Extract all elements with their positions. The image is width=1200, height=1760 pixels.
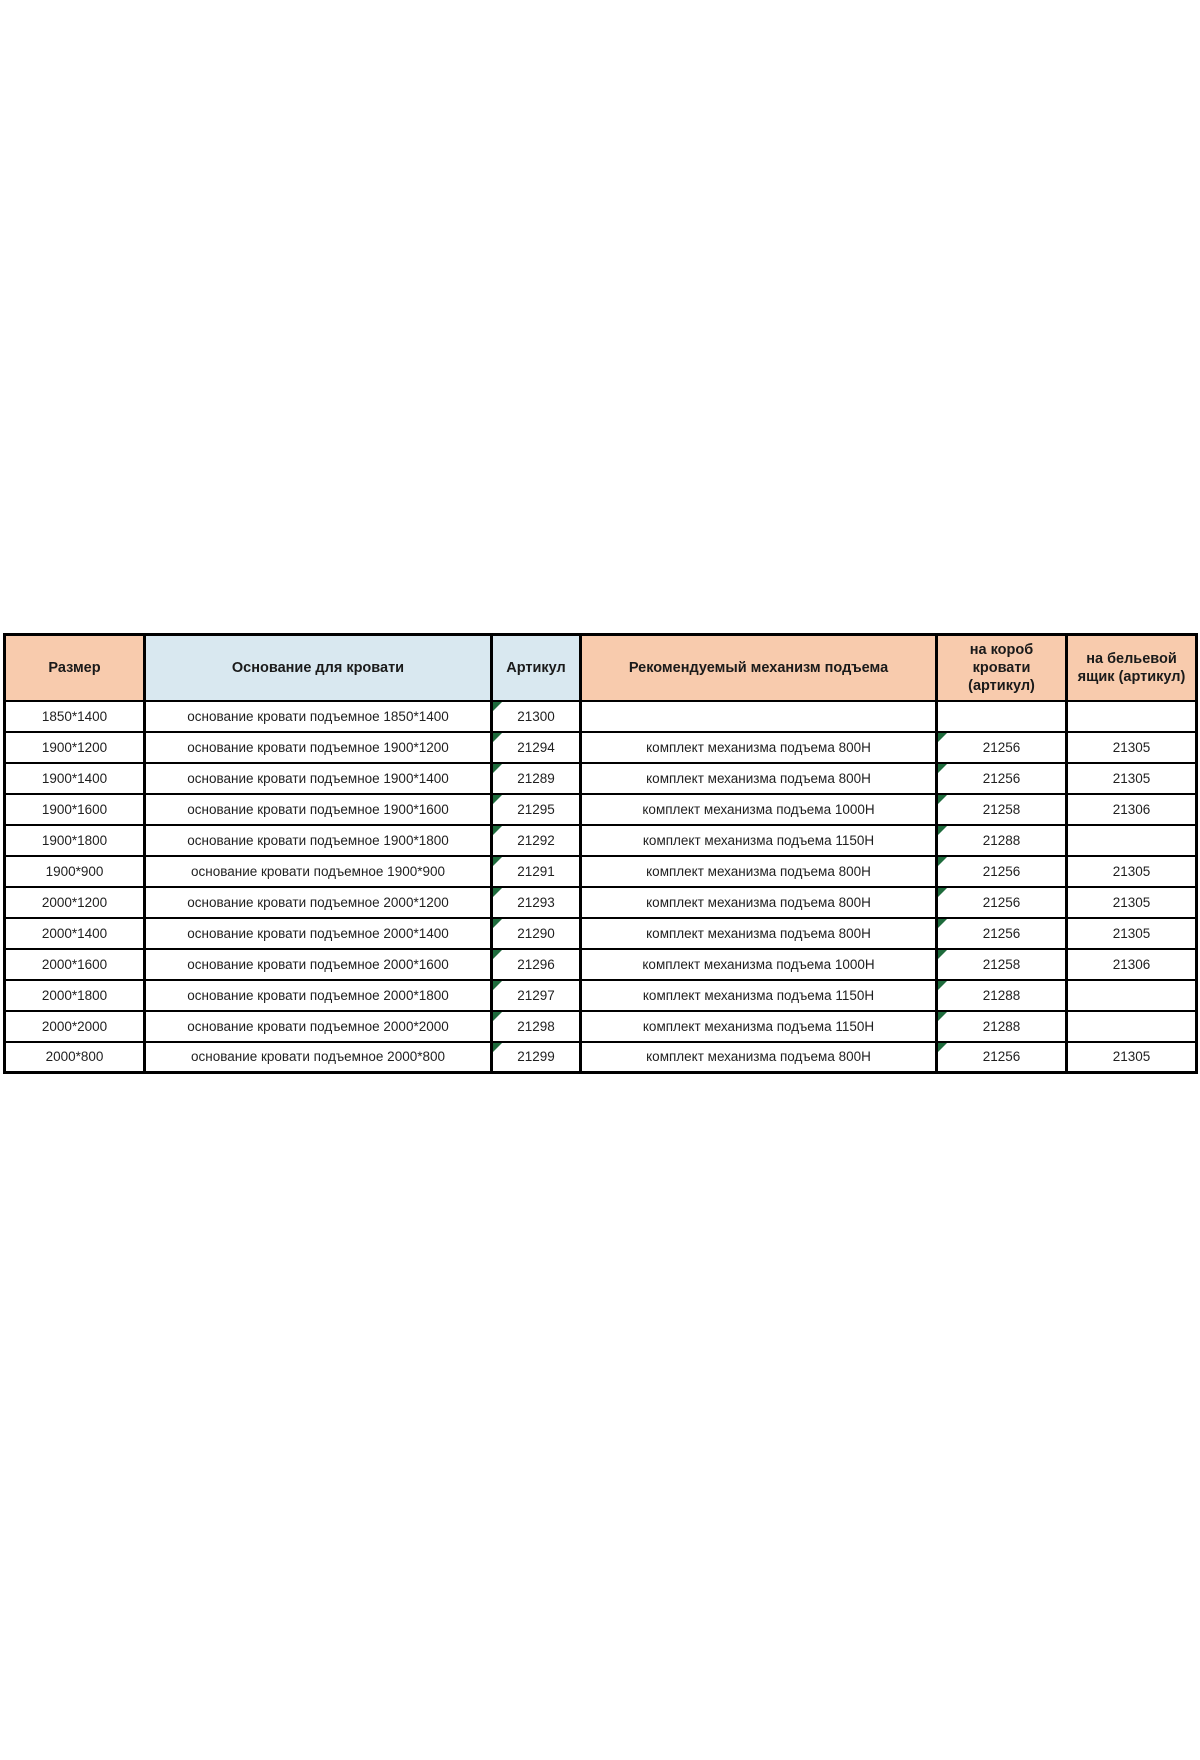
- column-header-article: Артикул: [492, 635, 581, 701]
- cell-text: 21305: [1112, 894, 1151, 910]
- cell-article: [492, 887, 581, 918]
- cell-base: [145, 825, 492, 856]
- cell-text: основание кровати подъемное 2000*1600: [187, 956, 449, 972]
- cell-article: [492, 918, 581, 949]
- cell-size: [5, 701, 145, 732]
- cell-article: [492, 949, 581, 980]
- cell-article: [492, 825, 581, 856]
- cell-base: [145, 887, 492, 918]
- cell-text: 21256: [982, 894, 1021, 910]
- cell-text: основание кровати подъемное 1900*900: [191, 863, 445, 879]
- cell-text: 21256: [982, 863, 1021, 879]
- cell-box-article: [937, 949, 1067, 980]
- cell-text: комплект механизма подъема 1150Н: [642, 832, 875, 848]
- cell-text: комплект механизма подъема 1000Н: [642, 801, 875, 817]
- cell-box-article: [937, 1011, 1067, 1042]
- cell-article: [492, 701, 581, 732]
- cell-mechanism: [581, 825, 937, 856]
- table-row: [5, 732, 1197, 763]
- cell-text: 21290: [517, 925, 555, 941]
- cell-base: [145, 1042, 492, 1073]
- cell-mechanism: [581, 887, 937, 918]
- cell-corner-indicator-icon: [938, 981, 947, 990]
- cell-text: 21288: [982, 1018, 1021, 1034]
- column-header-drawer-article: на бельевой ящик (артикул): [1067, 635, 1197, 701]
- cell-text: основание кровати подъемное 1900*1800: [187, 832, 449, 848]
- cell-article: [492, 794, 581, 825]
- cell-text: 21258: [982, 801, 1021, 817]
- cell-text: 1850*1400: [41, 708, 108, 724]
- cell-box-article: [937, 732, 1067, 763]
- cell-size: [5, 980, 145, 1011]
- cell-corner-indicator-icon: [493, 1012, 502, 1021]
- cell-text: основание кровати подъемное 1900*1400: [187, 770, 449, 786]
- cell-text: 2000*2000: [41, 1018, 108, 1034]
- cell-drawer-article: [1067, 794, 1197, 825]
- cell-text: основание кровати подъемное 2000*1800: [187, 987, 449, 1003]
- cell-corner-indicator-icon: [493, 981, 502, 990]
- cell-box-article: [937, 918, 1067, 949]
- cell-text: основание кровати подъемное 2000*800: [191, 1049, 445, 1065]
- cell-mechanism: [581, 918, 937, 949]
- cell-base: [145, 732, 492, 763]
- cell-size: [5, 1011, 145, 1042]
- cell-text: 21305: [1112, 1049, 1151, 1065]
- cell-article: [492, 732, 581, 763]
- cell-base: [145, 856, 492, 887]
- cell-text: 21256: [982, 739, 1021, 755]
- cell-text: 21256: [982, 1049, 1021, 1065]
- cell-text: 1900*1800: [41, 832, 108, 848]
- cell-text: 21295: [517, 801, 555, 817]
- cell-text: основание кровати подъемное 1850*1400: [187, 708, 449, 724]
- cell-text: комплект механизма подъема 800Н: [646, 1049, 871, 1065]
- cell-corner-indicator-icon: [493, 1043, 502, 1052]
- cell-corner-indicator-icon: [493, 919, 502, 928]
- cell-text: комплект механизма подъема 1150Н: [642, 987, 875, 1003]
- table-row: [5, 763, 1197, 794]
- cell-text: 21258: [982, 956, 1021, 972]
- cell-size: [5, 794, 145, 825]
- cell-size: [5, 918, 145, 949]
- cell-corner-indicator-icon: [938, 857, 947, 866]
- cell-article: [492, 1011, 581, 1042]
- product-table-container: [3, 633, 1197, 1074]
- cell-text: комплект механизма подъема 800Н: [646, 925, 871, 941]
- cell-corner-indicator-icon: [938, 1012, 947, 1021]
- cell-text: основание кровати подъемное 2000*2000: [187, 1018, 449, 1034]
- cell-drawer-article: [1067, 825, 1197, 856]
- cell-mechanism: [581, 794, 937, 825]
- cell-article: [492, 763, 581, 794]
- cell-text: 1900*1600: [41, 801, 108, 817]
- cell-text: 21292: [517, 832, 555, 848]
- cell-corner-indicator-icon: [493, 888, 502, 897]
- cell-text: 21306: [1112, 801, 1151, 817]
- cell-box-article: [937, 887, 1067, 918]
- table-row: [5, 794, 1197, 825]
- cell-corner-indicator-icon: [938, 733, 947, 742]
- table-header: [5, 635, 1197, 701]
- cell-corner-indicator-icon: [938, 950, 947, 959]
- cell-base: [145, 949, 492, 980]
- cell-corner-indicator-icon: [938, 1043, 947, 1052]
- cell-corner-indicator-icon: [493, 826, 502, 835]
- cell-mechanism: [581, 701, 937, 732]
- cell-text: 21294: [517, 739, 555, 755]
- bed-base-table: [3, 633, 1198, 1074]
- column-header-base: Основание для кровати: [145, 635, 492, 701]
- cell-size: [5, 763, 145, 794]
- cell-corner-indicator-icon: [938, 764, 947, 773]
- cell-text: 21305: [1112, 925, 1151, 941]
- cell-text: 21305: [1112, 739, 1151, 755]
- cell-corner-indicator-icon: [938, 888, 947, 897]
- cell-drawer-article: [1067, 980, 1197, 1011]
- cell-drawer-article: [1067, 701, 1197, 732]
- cell-corner-indicator-icon: [938, 826, 947, 835]
- cell-text: 21297: [517, 987, 555, 1003]
- table-row: [5, 918, 1197, 949]
- cell-text: 21306: [1112, 956, 1151, 972]
- cell-article: [492, 980, 581, 1011]
- cell-box-article: [937, 763, 1067, 794]
- cell-drawer-article: [1067, 1011, 1197, 1042]
- cell-text: 21298: [517, 1018, 555, 1034]
- cell-text: 21256: [982, 770, 1021, 786]
- cell-text: 2000*1800: [41, 987, 108, 1003]
- cell-drawer-article: [1067, 887, 1197, 918]
- cell-text: основание кровати подъемное 1900*1600: [187, 801, 449, 817]
- cell-text: 21288: [982, 987, 1021, 1003]
- cell-text: 21288: [982, 832, 1021, 848]
- cell-text: основание кровати подъемное 1900*1200: [187, 739, 449, 755]
- cell-size: [5, 732, 145, 763]
- cell-text: комплект механизма подъема 800Н: [646, 739, 871, 755]
- cell-drawer-article: [1067, 1042, 1197, 1073]
- cell-corner-indicator-icon: [493, 764, 502, 773]
- cell-box-article: [937, 825, 1067, 856]
- cell-text: 2000*1200: [41, 894, 108, 910]
- table-body: [5, 701, 1197, 1073]
- cell-text: 2000*800: [45, 1049, 104, 1065]
- table-row: [5, 701, 1197, 732]
- cell-base: [145, 1011, 492, 1042]
- cell-text: комплект механизма подъема 800Н: [646, 863, 871, 879]
- cell-text: 1900*900: [45, 863, 104, 879]
- cell-corner-indicator-icon: [493, 950, 502, 959]
- cell-mechanism: [581, 763, 937, 794]
- cell-size: [5, 1042, 145, 1073]
- cell-corner-indicator-icon: [493, 795, 502, 804]
- cell-drawer-article: [1067, 918, 1197, 949]
- cell-drawer-article: [1067, 856, 1197, 887]
- cell-base: [145, 794, 492, 825]
- table-row: [5, 825, 1197, 856]
- cell-mechanism: [581, 980, 937, 1011]
- table-row: [5, 1042, 1197, 1073]
- cell-text: основание кровати подъемное 2000*1400: [187, 925, 449, 941]
- cell-corner-indicator-icon: [493, 702, 502, 711]
- column-header-mechanism: Рекомендуемый механизм подъема: [581, 635, 937, 701]
- cell-mechanism: [581, 732, 937, 763]
- table-row: [5, 1011, 1197, 1042]
- cell-size: [5, 856, 145, 887]
- cell-text: 21289: [517, 770, 555, 786]
- cell-text: 21293: [517, 894, 555, 910]
- cell-text: 21299: [517, 1049, 555, 1065]
- cell-text: 1900*1400: [41, 770, 108, 786]
- cell-size: [5, 887, 145, 918]
- cell-drawer-article: [1067, 949, 1197, 980]
- cell-text: комплект механизма подъема 1150Н: [642, 1018, 875, 1034]
- cell-text: 21256: [982, 925, 1021, 941]
- cell-text: 2000*1600: [41, 956, 108, 972]
- cell-box-article: [937, 701, 1067, 732]
- table-row: [5, 856, 1197, 887]
- cell-drawer-article: [1067, 763, 1197, 794]
- cell-text: основание кровати подъемное 2000*1200: [187, 894, 449, 910]
- cell-box-article: [937, 980, 1067, 1011]
- cell-text: комплект механизма подъема 800Н: [646, 894, 871, 910]
- cell-text: 21305: [1112, 770, 1151, 786]
- cell-text: комплект механизма подъема 800Н: [646, 770, 871, 786]
- column-header-size: Размер: [5, 635, 145, 701]
- cell-mechanism: [581, 856, 937, 887]
- cell-corner-indicator-icon: [493, 733, 502, 742]
- cell-drawer-article: [1067, 732, 1197, 763]
- cell-base: [145, 701, 492, 732]
- cell-base: [145, 980, 492, 1011]
- cell-mechanism: [581, 1011, 937, 1042]
- table-row: [5, 887, 1197, 918]
- header-row: [5, 635, 1197, 701]
- cell-text: 21305: [1112, 863, 1151, 879]
- cell-corner-indicator-icon: [493, 857, 502, 866]
- cell-text: 21291: [517, 863, 555, 879]
- cell-size: [5, 825, 145, 856]
- cell-mechanism: [581, 949, 937, 980]
- cell-corner-indicator-icon: [938, 919, 947, 928]
- cell-base: [145, 763, 492, 794]
- cell-size: [5, 949, 145, 980]
- cell-corner-indicator-icon: [938, 795, 947, 804]
- column-header-box-article: на короб кровати (артикул): [937, 635, 1067, 701]
- cell-box-article: [937, 1042, 1067, 1073]
- cell-mechanism: [581, 1042, 937, 1073]
- cell-text: 21300: [517, 708, 555, 724]
- cell-text: комплект механизма подъема 1000Н: [642, 956, 875, 972]
- cell-text: 1900*1200: [41, 739, 108, 755]
- table-row: [5, 980, 1197, 1011]
- cell-box-article: [937, 856, 1067, 887]
- cell-article: [492, 1042, 581, 1073]
- cell-text: 2000*1400: [41, 925, 108, 941]
- cell-article: [492, 856, 581, 887]
- table-row: [5, 949, 1197, 980]
- cell-box-article: [937, 794, 1067, 825]
- cell-text: 21296: [517, 956, 555, 972]
- cell-base: [145, 918, 492, 949]
